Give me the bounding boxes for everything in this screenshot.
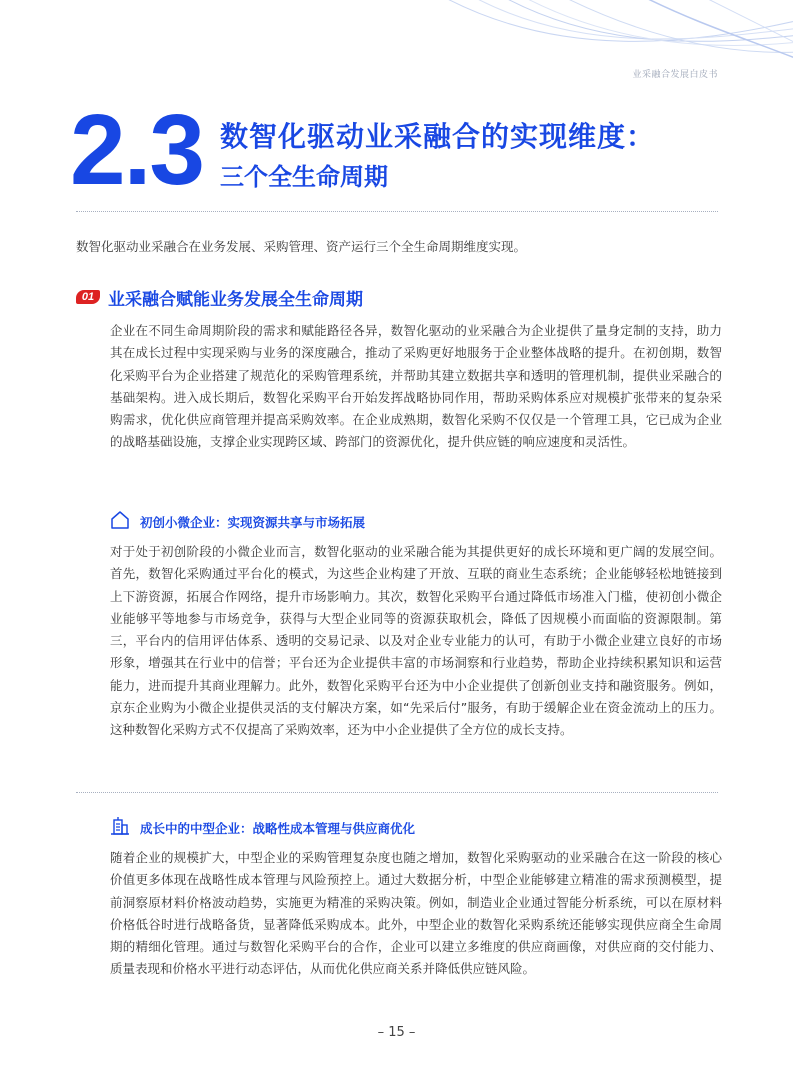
growth-paragraph: 随着企业的规模扩大，中型企业的采购管理复杂度也随之增加，数智化采购驱动的业采融合在这一阶段的核心价值更多体现在战略性成本管理与风险预控上。通过大数据分析，中型企业能够建立精准的需求预测模型，提前洞察原材料价格波动趋势，实施更为精准的采购决策。例如，制造业企业通过智能分析系统，可以在原材料价格低谷时进行战略备货，显著降低采购成本。此外，中型企业的数智化采购系统还能够实现供应商全生命周期的精细化管理。通过与数智化采购平台的合作，企业可以建立多维度的供应商画像，对供应商的交付能力、质量表现和价格水平进行动态评估，从而优化供应商关系并降低供应链风险。 xyxy=(110,850,722,977)
section-number: 2.3 xyxy=(70,94,204,206)
building-icon xyxy=(110,815,130,835)
house-icon xyxy=(110,510,130,530)
divider xyxy=(76,211,718,212)
subsection-heading: 业采融合赋能业务发展全生命周期 xyxy=(108,290,363,310)
section-subtitle: 三个全生命周期 xyxy=(220,163,388,191)
intro-text: 数智化驱动业采融合在业务发展、采购管理、资产运行三个全生命周期维度实现。 xyxy=(76,239,527,254)
growth-title: 成长中的中型企业：战略性成本管理与供应商优化 xyxy=(140,821,416,836)
divider xyxy=(76,792,718,793)
section-title: 数智化驱动业采融合的实现维度： xyxy=(220,120,656,153)
subsection-paragraph: 企业在不同生命周期阶段的需求和赋能路径各异，数智化驱动的业采融合为企业提供了量身定制的支持，助力其在成长过程中实现采购与业务的深度融合，推动了采购更好地服务于企业整体战略的提升。在初创期，数智化采购平台为企业搭建了规范化的采购管理系统，并帮助其建立数据共享和透明的管理机制，提供业采融合的基础架构。进入成长期后，数智化采购平台开始发挥战略协同作用，帮助采购体系应对规模扩张带来的复杂采购需求，优化供应商管理并提高采购效率。在企业成熟期，数智化采购不仅仅是一个管理工具，它已成为企业的战略基础设施，支撑企业实现跨区域、跨部门的资源优化，提升供应链的响应速度和灵活性。 xyxy=(110,323,722,450)
page-number: – 15 – xyxy=(377,1025,416,1040)
startup-paragraph: 对于处于初创阶段的小微企业而言，数智化驱动的业采融合能为其提供更好的成长环境和更广阔的发展空间。首先，数智化采购通过平台化的模式，为这些企业构建了开放、互联的商业生态系统；企业能够轻松地链接到上下游资源，拓展合作网络，提升市场影响力。其次，数智化采购平台通过降低市场准入门槛，使初创小微企业能够平等地参与市场竞争，获得与大型企业同等的资源获取机会，降低了因规模小而面临的资源限制。第三，平台内的信用评估体系、透明的交易记录、以及对企业专业能力的认可，有助于小微企业建立良好的市场形象，增强其在行业中的信誉；平台还为企业提供丰富的市场洞察和行业趋势，帮助企业持续积累知识和运营能力，进而提升其商业理解力。此外，数智化采购平台还为中小企业提供了创新创业支持和融资服务。例如，京东企业购为小微企业提供灵活的支付解决方案，如“先采后付”服务，有助于缓解企业在资金流动上的压力。这种数智化采购方式不仅提高了采购效率，还为中小企业提供了全方位的成长支持。 xyxy=(110,544,722,738)
subsection-badge: 01 xyxy=(76,290,100,304)
header-wave-decoration xyxy=(0,0,793,70)
startup-title: 初创小微企业：实现资源共享与市场拓展 xyxy=(140,515,366,530)
running-header: 业采融合发展白皮书 xyxy=(632,70,718,80)
